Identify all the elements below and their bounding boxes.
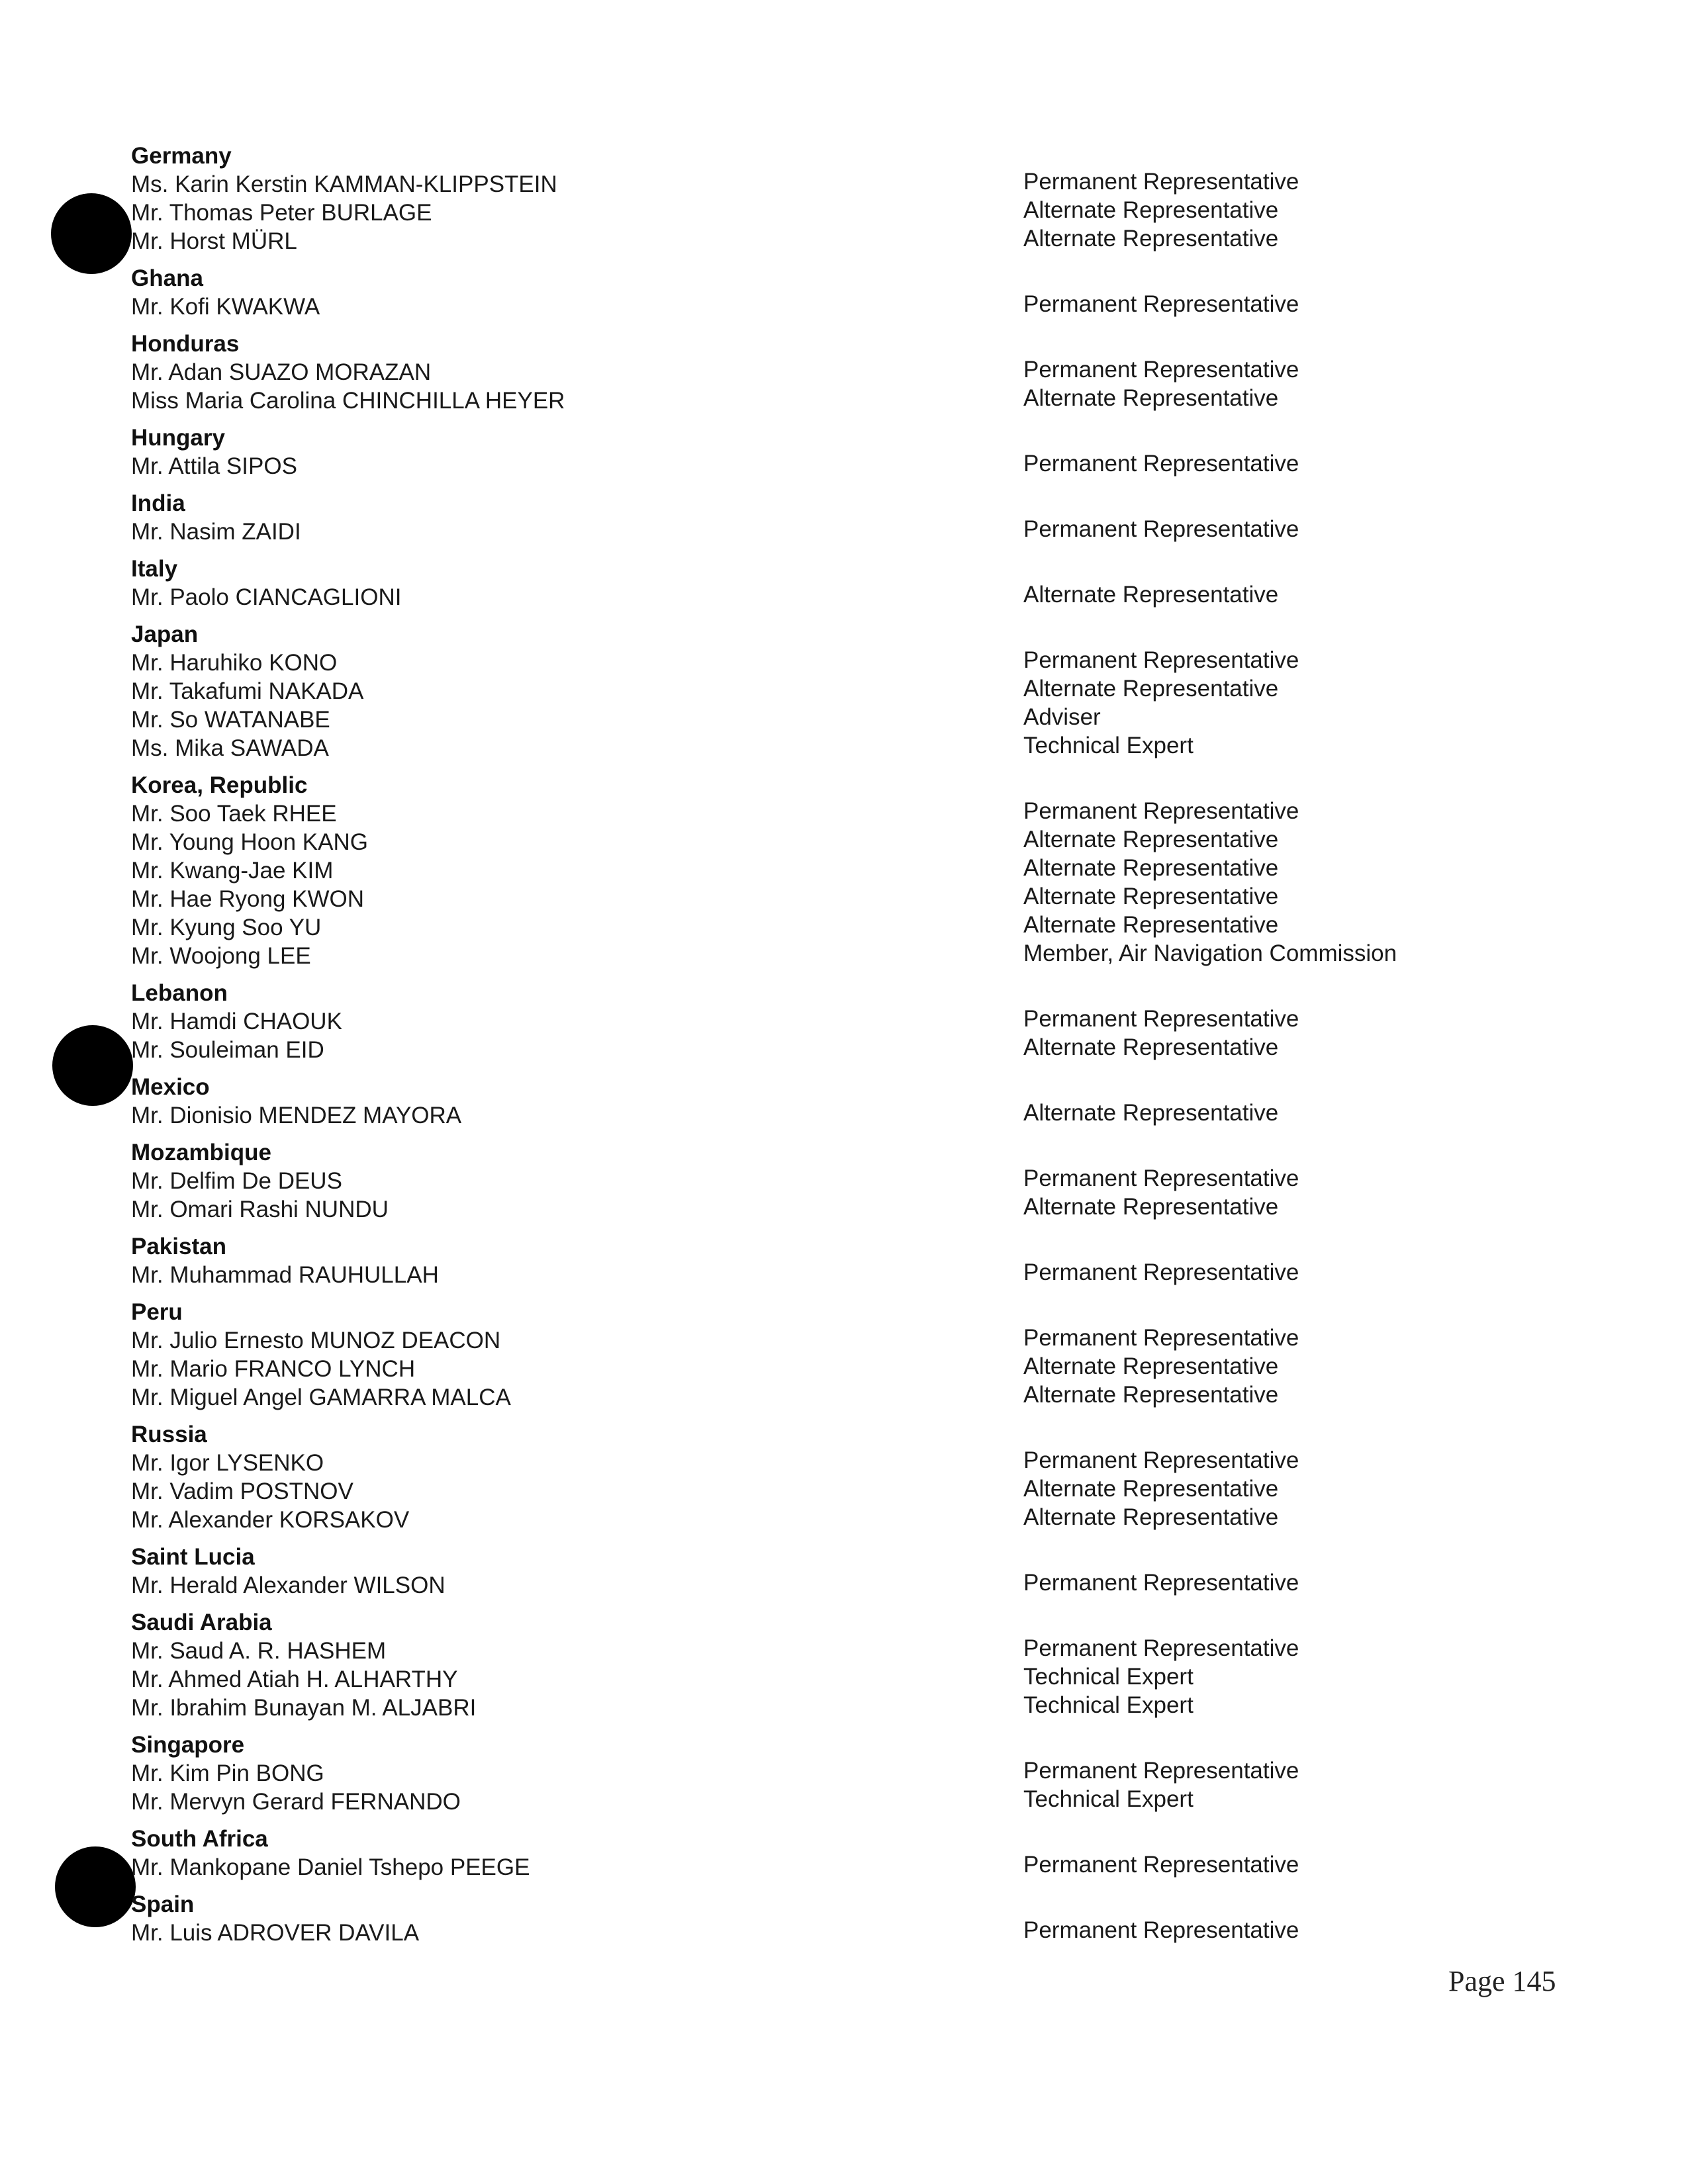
delegate-name: Mr. Omari Rashi NUNDU bbox=[131, 1197, 389, 1222]
delegate-name: Mr. Kwang-Jae KIM bbox=[131, 858, 334, 884]
delegate-name: Mr. Horst MÜRL bbox=[131, 228, 297, 254]
delegate-row bbox=[131, 227, 1455, 255]
delegate-role: Technical Expert bbox=[1023, 1692, 1194, 1718]
delegate-role: Alternate Representative bbox=[1023, 1353, 1279, 1379]
punch-hole-middle bbox=[52, 1025, 133, 1106]
delegate-role: Permanent Representative bbox=[1023, 1570, 1299, 1596]
delegate-name: Mr. So WATANABE bbox=[131, 707, 330, 733]
delegate-name: Mr. Hae Ryong KWON bbox=[131, 886, 365, 912]
delegate-role: Permanent Representative bbox=[1023, 516, 1299, 542]
delegate-row bbox=[131, 1788, 1455, 1816]
country-name: Singapore bbox=[131, 1732, 245, 1758]
delegate-role: Adviser bbox=[1023, 704, 1101, 730]
delegate-name: Miss Maria Carolina CHINCHILLA HEYER bbox=[131, 388, 565, 414]
delegate-row bbox=[131, 1383, 1455, 1412]
country-name: Hungary bbox=[131, 425, 225, 451]
delegate-role: Alternate Representative bbox=[1023, 1100, 1279, 1126]
delegate-name: Mr. Attila SIPOS bbox=[131, 453, 297, 479]
country-name: Russia bbox=[131, 1422, 207, 1447]
country-name: Saint Lucia bbox=[131, 1544, 255, 1570]
delegate-name: Mr. Dionisio MENDEZ MAYORA bbox=[131, 1103, 462, 1128]
country-name: Korea, Republic bbox=[131, 772, 308, 798]
delegate-row bbox=[131, 1449, 1455, 1477]
delegate-name: Mr. Nasim ZAIDI bbox=[131, 519, 301, 545]
delegate-row bbox=[131, 358, 1455, 387]
delegate-role: Alternate Representative bbox=[1023, 226, 1279, 251]
delegate-name: Mr. Souleiman EID bbox=[131, 1037, 324, 1063]
delegate-row bbox=[131, 518, 1455, 546]
delegate-role: Permanent Representative bbox=[1023, 1165, 1299, 1191]
delegate-name: Mr. Saud A. R. HASHEM bbox=[131, 1638, 387, 1664]
country-block bbox=[131, 1138, 1455, 1224]
delegate-row bbox=[131, 1101, 1455, 1130]
country-name: Peru bbox=[131, 1299, 183, 1325]
delegate-role: Permanent Representative bbox=[1023, 291, 1299, 317]
delegate-role: Permanent Representative bbox=[1023, 1852, 1299, 1878]
country-name: Mozambique bbox=[131, 1140, 271, 1165]
delegate-name: Mr. Adan SUAZO MORAZAN bbox=[131, 359, 432, 385]
delegate-row bbox=[131, 452, 1455, 480]
delegate-role: Technical Expert bbox=[1023, 733, 1194, 758]
delegate-row bbox=[131, 649, 1455, 677]
delegate-row bbox=[131, 705, 1455, 734]
delegate-role: Permanent Representative bbox=[1023, 169, 1299, 195]
country-name: Spain bbox=[131, 1891, 195, 1917]
delegate-role: Permanent Representative bbox=[1023, 451, 1299, 477]
delegate-name: Mr. Luis ADROVER DAVILA bbox=[131, 1920, 420, 1946]
delegate-name: Mr. Alexander KORSAKOV bbox=[131, 1507, 410, 1533]
country-block bbox=[131, 1543, 1455, 1600]
delegate-row bbox=[131, 170, 1455, 199]
delegate-role: Alternate Representative bbox=[1023, 1194, 1279, 1220]
delegate-row bbox=[131, 1919, 1455, 1947]
delegate-name: Mr. Igor LYSENKO bbox=[131, 1450, 324, 1476]
delegate-name: Mr. Miguel Angel GAMARRA MALCA bbox=[131, 1385, 511, 1410]
country-block bbox=[131, 330, 1455, 415]
delegate-role: Permanent Representative bbox=[1023, 1325, 1299, 1351]
country-block bbox=[131, 620, 1455, 762]
delegate-row bbox=[131, 1036, 1455, 1064]
delegate-role: Member, Air Navigation Commission bbox=[1023, 940, 1397, 966]
delegate-role: Alternate Representative bbox=[1023, 582, 1279, 608]
delegate-name: Mr. Takafumi NAKADA bbox=[131, 678, 364, 704]
country-block bbox=[131, 424, 1455, 480]
country-block bbox=[131, 771, 1455, 970]
delegate-name: Mr. Ibrahim Bunayan M. ALJABRI bbox=[131, 1695, 477, 1721]
delegate-name: Mr. Young Hoon KANG bbox=[131, 829, 368, 855]
delegate-role: Permanent Representative bbox=[1023, 798, 1299, 824]
delegate-name: Mr. Muhammad RAUHULLAH bbox=[131, 1262, 439, 1288]
delegate-row bbox=[131, 1694, 1455, 1722]
delegate-row bbox=[131, 1853, 1455, 1882]
country-name: Honduras bbox=[131, 331, 240, 357]
country-block bbox=[131, 1608, 1455, 1722]
delegate-role: Alternate Representative bbox=[1023, 197, 1279, 223]
country-name: Italy bbox=[131, 556, 178, 582]
delegate-name: Mr. Kim Pin BONG bbox=[131, 1760, 324, 1786]
delegate-name: Mr. Mervyn Gerard FERNANDO bbox=[131, 1789, 461, 1815]
country-block bbox=[131, 979, 1455, 1064]
delegate-role: Alternate Representative bbox=[1023, 676, 1279, 702]
delegation-roster bbox=[131, 142, 1455, 1956]
delegate-name: Mr. Vadim POSTNOV bbox=[131, 1479, 353, 1504]
page-number: Page 145 bbox=[1448, 1965, 1556, 1997]
delegate-row bbox=[131, 293, 1455, 321]
delegate-row bbox=[131, 1665, 1455, 1694]
delegate-row bbox=[131, 387, 1455, 415]
delegate-name: Mr. Haruhiko KONO bbox=[131, 650, 338, 676]
delegate-row bbox=[131, 856, 1455, 885]
delegate-name: Mr. Hamdi CHAOUK bbox=[131, 1009, 342, 1034]
delegate-name: Mr. Kyung Soo YU bbox=[131, 915, 322, 940]
delegate-row bbox=[131, 1759, 1455, 1788]
country-name: Ghana bbox=[131, 265, 203, 291]
country-name: India bbox=[131, 490, 185, 516]
delegate-row bbox=[131, 1355, 1455, 1383]
delegate-row bbox=[131, 734, 1455, 762]
delegate-name: Mr. Paolo CIANCAGLIONI bbox=[131, 584, 402, 610]
delegate-row bbox=[131, 942, 1455, 970]
delegate-role: Alternate Representative bbox=[1023, 855, 1279, 881]
country-block bbox=[131, 1825, 1455, 1882]
delegate-role: Permanent Representative bbox=[1023, 1006, 1299, 1032]
delegate-role: Technical Expert bbox=[1023, 1786, 1194, 1812]
delegate-role: Alternate Representative bbox=[1023, 1382, 1279, 1408]
country-block bbox=[131, 264, 1455, 321]
punch-hole-bottom bbox=[55, 1846, 136, 1927]
country-block bbox=[131, 1073, 1455, 1130]
delegate-role: Technical Expert bbox=[1023, 1664, 1194, 1690]
delegate-role: Alternate Representative bbox=[1023, 385, 1279, 411]
delegate-name: Mr. Kofi KWAKWA bbox=[131, 294, 320, 320]
delegate-row bbox=[131, 1167, 1455, 1195]
delegate-row bbox=[131, 677, 1455, 705]
delegate-row bbox=[131, 199, 1455, 227]
delegate-row bbox=[131, 1506, 1455, 1534]
country-block bbox=[131, 1890, 1455, 1947]
delegate-role: Alternate Representative bbox=[1023, 912, 1279, 938]
delegate-row bbox=[131, 1571, 1455, 1600]
delegate-row bbox=[131, 913, 1455, 942]
delegate-row bbox=[131, 1326, 1455, 1355]
delegate-role: Permanent Representative bbox=[1023, 1259, 1299, 1285]
country-name: South Africa bbox=[131, 1826, 268, 1852]
delegate-role: Permanent Representative bbox=[1023, 647, 1299, 673]
delegate-name: Mr. Thomas Peter BURLAGE bbox=[131, 200, 432, 226]
country-block bbox=[131, 555, 1455, 612]
country-name: Germany bbox=[131, 143, 232, 169]
country-name: Japan bbox=[131, 621, 199, 647]
delegate-name: Ms. Mika SAWADA bbox=[131, 735, 329, 761]
delegate-row bbox=[131, 583, 1455, 612]
delegate-name: Mr. Julio Ernesto MUNOZ DEACON bbox=[131, 1328, 501, 1353]
delegate-name: Mr. Ahmed Atiah H. ALHARTHY bbox=[131, 1666, 458, 1692]
country-name: Mexico bbox=[131, 1074, 210, 1100]
country-block bbox=[131, 1420, 1455, 1534]
delegate-name: Ms. Karin Kerstin KAMMAN-KLIPPSTEIN bbox=[131, 171, 557, 197]
delegate-row bbox=[131, 1195, 1455, 1224]
delegate-role: Permanent Representative bbox=[1023, 1635, 1299, 1661]
delegate-role: Permanent Representative bbox=[1023, 1917, 1299, 1943]
delegate-row bbox=[131, 799, 1455, 828]
delegate-role: Alternate Representative bbox=[1023, 1504, 1279, 1530]
delegate-role: Permanent Representative bbox=[1023, 1447, 1299, 1473]
delegate-name: Mr. Soo Taek RHEE bbox=[131, 801, 337, 827]
delegate-row bbox=[131, 828, 1455, 856]
delegate-role: Alternate Representative bbox=[1023, 1034, 1279, 1060]
delegate-row bbox=[131, 885, 1455, 913]
country-block bbox=[131, 1298, 1455, 1412]
country-block bbox=[131, 1232, 1455, 1289]
country-name: Lebanon bbox=[131, 980, 228, 1006]
delegate-role: Permanent Representative bbox=[1023, 357, 1299, 383]
delegate-row bbox=[131, 1007, 1455, 1036]
delegate-role: Permanent Representative bbox=[1023, 1758, 1299, 1784]
country-name: Saudi Arabia bbox=[131, 1610, 272, 1635]
delegate-role: Alternate Representative bbox=[1023, 884, 1279, 909]
delegate-role: Alternate Representative bbox=[1023, 1476, 1279, 1502]
delegate-row bbox=[131, 1261, 1455, 1289]
delegate-name: Mr. Mankopane Daniel Tshepo PEEGE bbox=[131, 1854, 530, 1880]
delegate-name: Mr. Delfim De DEUS bbox=[131, 1168, 342, 1194]
country-block bbox=[131, 142, 1455, 255]
country-block bbox=[131, 489, 1455, 546]
country-block bbox=[131, 1731, 1455, 1816]
punch-hole-top bbox=[51, 193, 132, 274]
delegate-name: Mr. Woojong LEE bbox=[131, 943, 311, 969]
delegate-name: Mr. Herald Alexander WILSON bbox=[131, 1572, 445, 1598]
delegate-role: Alternate Representative bbox=[1023, 827, 1279, 852]
delegate-row bbox=[131, 1637, 1455, 1665]
country-name: Pakistan bbox=[131, 1234, 226, 1259]
delegate-row bbox=[131, 1477, 1455, 1506]
delegate-name: Mr. Mario FRANCO LYNCH bbox=[131, 1356, 416, 1382]
